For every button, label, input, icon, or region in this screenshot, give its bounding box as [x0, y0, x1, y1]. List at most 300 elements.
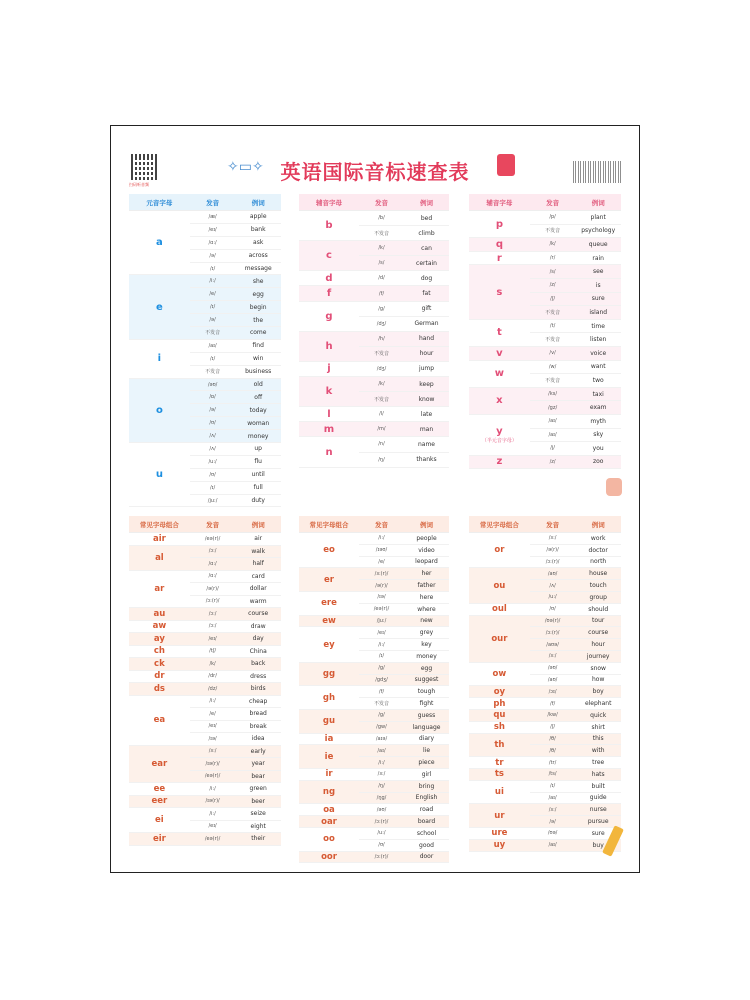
phonetic-cell: /m/: [359, 422, 404, 437]
letter-cell: ph: [469, 698, 530, 710]
letter-cell: ou: [469, 568, 530, 603]
example-word: business: [235, 365, 281, 378]
example-word: time: [575, 319, 621, 333]
letter-cell: m: [299, 422, 359, 437]
example-word: lie: [404, 745, 449, 757]
letter-cell: eo: [299, 533, 359, 568]
example-word: pursue: [575, 816, 621, 828]
letter-cell: p: [469, 211, 530, 238]
column-header-letter: 常见字母组合: [129, 516, 190, 533]
example-word: fat: [404, 286, 449, 301]
example-word: know: [404, 392, 449, 407]
phonetic-cell: /kw/: [530, 709, 576, 721]
phonetic-cell: /ɪ/: [190, 352, 236, 365]
letter-cell: ar: [129, 570, 190, 608]
phonetic-cell: /ə(r)/: [530, 544, 576, 556]
example-word: late: [404, 407, 449, 422]
table-row: [469, 721, 621, 733]
example-word: where: [404, 603, 449, 615]
example-word: listen: [575, 333, 621, 347]
example-word: warm: [235, 595, 281, 608]
example-word: video: [404, 544, 449, 556]
table-row: [129, 608, 281, 621]
table-row: [299, 816, 449, 828]
example-word: card: [235, 570, 281, 583]
letter-cell: eir: [129, 833, 190, 846]
letter-note: （半元音字母）: [481, 437, 517, 444]
table-row: [469, 733, 621, 745]
phonetic-cell: /ts/: [530, 768, 576, 780]
example-word: psychology: [575, 224, 621, 238]
example-word: early: [235, 745, 281, 758]
phonetic-cell: 不发音: [359, 226, 404, 241]
table-row: [299, 422, 449, 437]
letter-cell: l: [299, 407, 359, 422]
example-word: taxi: [575, 387, 621, 401]
letter-cell: dr: [129, 670, 190, 683]
example-word: day: [235, 633, 281, 646]
phonetic-cell: /ə/: [530, 816, 576, 828]
letter-cell: our: [469, 615, 530, 662]
table-row: [469, 251, 621, 265]
phonetic-cell: /e/: [190, 708, 236, 721]
table-row: [469, 346, 621, 360]
example-word: snow: [575, 662, 621, 674]
table-row: [299, 733, 449, 745]
example-word: birds: [235, 683, 281, 696]
example-word: jump: [404, 361, 449, 376]
letter-cell: ie: [299, 745, 359, 769]
phonetic-cell: /ɔɪ/: [530, 686, 576, 698]
example-word: bank: [235, 223, 281, 236]
phonetic-cell: /ɔ:/: [190, 620, 236, 633]
phonetic-cell: 不发音: [530, 224, 576, 238]
letter-cell: or: [469, 533, 530, 568]
phonetic-cell: /ɪ/: [359, 650, 404, 662]
example-word: can: [404, 241, 449, 256]
example-word: should: [575, 603, 621, 615]
letter-cell: gh: [299, 686, 359, 710]
example-word: back: [235, 658, 281, 671]
phonetic-cell: 不发音: [530, 333, 576, 347]
phonetic-cell: /k/: [530, 238, 576, 252]
phonetic-cell: /aɪ/: [190, 339, 236, 352]
letter-cell: h: [299, 331, 359, 361]
phonetic-cell: /i:/: [190, 275, 236, 288]
phonetic-cell: /aɪ/: [530, 428, 576, 442]
letter-cell: oor: [299, 851, 359, 863]
example-word: keep: [404, 377, 449, 392]
example-word: apple: [235, 211, 281, 224]
example-word: course: [235, 608, 281, 621]
phonetic-cell: /dr/: [190, 670, 236, 683]
mascot-icon: ✧▭✧: [227, 159, 264, 175]
phonetic-cell: /ɪəʊ/: [359, 544, 404, 556]
phonetic-cell: /əʊ/: [359, 804, 404, 816]
table-row: [299, 827, 449, 839]
letter-cell: ds: [129, 683, 190, 696]
table-row: [129, 378, 281, 391]
table-row: [299, 407, 449, 422]
letter-cell: c: [299, 241, 359, 271]
table-row: [469, 698, 621, 710]
example-word: journey: [575, 650, 621, 662]
example-word: thanks: [404, 452, 449, 467]
phonetic-cell: /ɪə/: [359, 591, 404, 603]
letter-cell: eer: [129, 795, 190, 808]
phonetic-cell: /dʒ/: [359, 361, 404, 376]
example-word: until: [235, 468, 281, 481]
letter-cell: q: [469, 238, 530, 252]
example-word: new: [404, 615, 449, 627]
table-row: [129, 275, 281, 288]
example-word: zoo: [575, 455, 621, 469]
example-word: climb: [404, 226, 449, 241]
example-word: boy: [575, 686, 621, 698]
phonetic-cell: /ə(r)/: [359, 580, 404, 592]
phonetic-cell: /ɔ:(r)/: [359, 851, 404, 863]
example-word: today: [235, 404, 281, 417]
table-row: [129, 808, 281, 821]
example-word: board: [404, 816, 449, 828]
letter-cell: ts: [469, 768, 530, 780]
phonetic-cell: 不发音: [530, 374, 576, 388]
example-word: bread: [235, 708, 281, 721]
table-row: [299, 627, 449, 639]
example-word: island: [575, 306, 621, 320]
example-word: suggest: [404, 674, 449, 686]
phonetic-cell: 不发音: [359, 698, 404, 710]
phonetic-cell: /ks/: [530, 387, 576, 401]
letter-cell: i: [129, 339, 190, 378]
phonetic-cell: /ɪ/: [190, 481, 236, 494]
phonetic-cell: /b/: [359, 211, 404, 226]
example-word: find: [235, 339, 281, 352]
table-row: [129, 339, 281, 352]
letter-cell: ea: [129, 695, 190, 745]
phonetic-cell: 不发音: [530, 306, 576, 320]
phonetic-cell: /ʊ/: [190, 417, 236, 430]
phonetic-cell: 不发音: [190, 327, 236, 340]
example-word: old: [235, 378, 281, 391]
example-word: nurse: [575, 804, 621, 816]
table-row: [129, 633, 281, 646]
letter-cell: uy: [469, 839, 530, 851]
phonetic-cell: /z/: [530, 278, 576, 292]
letter-cell: ck: [129, 658, 190, 671]
example-word: woman: [235, 417, 281, 430]
table-row: [129, 570, 281, 583]
phonetic-cell: /eə(r)/: [190, 770, 236, 783]
phonetic-cell: /i:/: [359, 533, 404, 545]
example-word: tour: [575, 615, 621, 627]
column-header-letter: 辅音字母: [299, 194, 359, 211]
letter-cell: y （半元音字母）: [469, 414, 530, 455]
example-word: buy: [575, 839, 621, 851]
letter-cell: ch: [129, 645, 190, 658]
phonetic-cell: /eə(r)/: [190, 833, 236, 846]
letter-cell: oar: [299, 816, 359, 828]
table-row: [299, 377, 449, 392]
table-row: [469, 455, 621, 469]
phonetic-cell: /aʊə/: [530, 639, 576, 651]
table-row: [469, 360, 621, 374]
example-word: sure: [575, 827, 621, 839]
consonant-table-1: [299, 194, 449, 468]
phonetic-cell: /aɪ/: [530, 839, 576, 851]
phonetic-cell: /t/: [530, 319, 576, 333]
letter-cell: ere: [299, 591, 359, 615]
example-word: come: [235, 327, 281, 340]
column-header-sound: 发音: [359, 194, 404, 211]
table-row: [469, 265, 621, 279]
phonetic-cell: /eɪ/: [359, 627, 404, 639]
example-word: house: [575, 568, 621, 580]
phonetic-cell: /g/: [359, 662, 404, 674]
example-word: people: [404, 533, 449, 545]
table-row: [299, 361, 449, 376]
table-row: [469, 686, 621, 698]
table-row: [469, 757, 621, 769]
example-word: hour: [404, 346, 449, 361]
column-header-sound: 发音: [190, 194, 236, 211]
example-word: bed: [404, 211, 449, 226]
example-word: dress: [235, 670, 281, 683]
example-word: gift: [404, 301, 449, 316]
letter-cell: w: [469, 360, 530, 387]
phonetic-cell: /aɪ/: [530, 792, 576, 804]
phonetic-cell: /gdʒ/: [359, 674, 404, 686]
phonetic-cell: /ə(r)/: [190, 583, 236, 596]
table-row: [129, 833, 281, 846]
table-row: [129, 645, 281, 658]
table-row: [469, 211, 621, 225]
example-word: quick: [575, 709, 621, 721]
table-row: [129, 620, 281, 633]
table-row: [299, 437, 449, 452]
phonetic-cell: /j/: [530, 442, 576, 456]
letter-cell: air: [129, 533, 190, 546]
example-word: message: [235, 262, 281, 275]
letter-cell: ui: [469, 780, 530, 804]
example-word: with: [575, 745, 621, 757]
mascot-icon: [606, 478, 622, 496]
table-row: [469, 568, 621, 580]
example-word: sure: [575, 292, 621, 306]
phonetic-cell: /h/: [359, 331, 404, 346]
qr-caption: 扫码听音频: [129, 182, 149, 187]
phonetic-cell: /f/: [359, 686, 404, 698]
table-row: [469, 615, 621, 627]
table-row: [469, 709, 621, 721]
letter-cell: g: [299, 301, 359, 331]
example-word: hand: [404, 331, 449, 346]
example-word: here: [404, 591, 449, 603]
phonetic-cell: /z/: [530, 455, 576, 469]
example-word: guess: [404, 709, 449, 721]
letter-cell: ur: [469, 804, 530, 828]
table-row: [129, 795, 281, 808]
phonetic-cell: /ʊə(r)/: [530, 615, 576, 627]
phonetic-cell: /ɪ/: [530, 780, 576, 792]
example-word: seize: [235, 808, 281, 821]
example-word: eight: [235, 820, 281, 833]
example-word: girl: [404, 768, 449, 780]
table-row: [299, 568, 449, 580]
column-header-example: 例词: [575, 516, 621, 533]
example-word: father: [404, 580, 449, 592]
table-row: [129, 533, 281, 546]
example-word: good: [404, 839, 449, 851]
example-word: myth: [575, 414, 621, 428]
example-word: beer: [235, 795, 281, 808]
table-row: [469, 387, 621, 401]
phonetic-cell: /ʊ/: [530, 603, 576, 615]
phonetic-cell: /ɪ/: [190, 262, 236, 275]
consonant-table-2: [469, 194, 621, 469]
example-word: her: [404, 568, 449, 580]
example-word: guide: [575, 792, 621, 804]
example-word: name: [404, 437, 449, 452]
phonetic-cell: /ɔ:/: [190, 545, 236, 558]
example-word: across: [235, 249, 281, 262]
page-title: 英语国际音标速查表: [280, 160, 470, 184]
phonetic-cell: /ɜ:/: [530, 804, 576, 816]
column-header-example: 例词: [235, 194, 281, 211]
example-word: German: [404, 316, 449, 331]
table-row: [469, 827, 621, 839]
phonetic-cell: /eɪ/: [190, 633, 236, 646]
example-word: you: [575, 442, 621, 456]
letter-cell: o: [129, 378, 190, 442]
column-header-letter: 常见字母组合: [469, 516, 530, 533]
letter-cell: gu: [299, 709, 359, 733]
table-row: [129, 670, 281, 683]
phonetic-cell: /tr/: [530, 757, 576, 769]
example-word: door: [404, 851, 449, 863]
phonetic-cell: /ɪ/: [190, 301, 236, 314]
phonetic-cell: /gz/: [530, 401, 576, 415]
column-header-letter: 常见字母组合: [299, 516, 359, 533]
phonetic-cell: /ə/: [190, 314, 236, 327]
column-header-example: 例词: [404, 516, 449, 533]
example-word: see: [575, 265, 621, 279]
phonetic-cell: /dz/: [190, 683, 236, 696]
example-word: language: [404, 721, 449, 733]
column-header-example: 例词: [575, 194, 621, 211]
table-row: [299, 804, 449, 816]
phonetic-cell: /ju:/: [190, 494, 236, 507]
phonetic-cell: /i:/: [359, 757, 404, 769]
phonetic-cell: /l/: [359, 407, 404, 422]
phonetic-cell: /k/: [359, 377, 404, 392]
phonetic-cell: /ju:/: [359, 615, 404, 627]
phonetic-cell: 不发音: [359, 392, 404, 407]
table-row: [129, 683, 281, 696]
letter-cell: v: [469, 346, 530, 360]
phonetic-cell: /ə/: [190, 404, 236, 417]
example-word: grey: [404, 627, 449, 639]
table-row: [469, 804, 621, 816]
phonetic-cell: 不发音: [359, 346, 404, 361]
column-header-example: 例词: [404, 194, 449, 211]
phonetic-cell: /ʌ/: [190, 430, 236, 443]
table-row: [299, 709, 449, 721]
phonetic-cell: /ɜ:(r)/: [359, 568, 404, 580]
table-row: [129, 745, 281, 758]
example-word: man: [404, 422, 449, 437]
letter-cell: tr: [469, 757, 530, 769]
phonetic-cell: /ʊ/: [359, 839, 404, 851]
example-word: egg: [235, 288, 281, 301]
phonetic-cell: /ɪə(r)/: [190, 795, 236, 808]
table-row: [299, 745, 449, 757]
table-row: [299, 591, 449, 603]
letter-cell: x: [469, 387, 530, 414]
phonetic-cell: /i:/: [190, 808, 236, 821]
table-row: [129, 545, 281, 558]
example-word: fight: [404, 698, 449, 710]
example-word: air: [235, 533, 281, 546]
letter-cell: au: [129, 608, 190, 621]
example-word: this: [575, 733, 621, 745]
letter-cell: aw: [129, 620, 190, 633]
table-row: [469, 319, 621, 333]
phonetic-cell: /r/: [530, 251, 576, 265]
letter-cell: j: [299, 361, 359, 376]
phonetic-cell: /d/: [359, 271, 404, 286]
phonetic-cell: /i:/: [190, 695, 236, 708]
table-row: [299, 780, 449, 792]
phonetic-cell: /ʌ/: [190, 443, 236, 456]
phonetic-cell: /g/: [359, 301, 404, 316]
example-word: break: [235, 720, 281, 733]
phonetic-cell: /e/: [190, 288, 236, 301]
letter-cell: ure: [469, 827, 530, 839]
example-word: egg: [404, 662, 449, 674]
column-header-sound: 发音: [530, 516, 576, 533]
table-row: [299, 286, 449, 301]
phonetic-cell: /ʃ/: [530, 721, 576, 733]
phonetic-cell: /æ/: [190, 211, 236, 224]
example-word: draw: [235, 620, 281, 633]
table-row: [129, 695, 281, 708]
letter-cell: ir: [299, 768, 359, 780]
phonetic-cell: /aʊ/: [530, 568, 576, 580]
phonetic-cell: /n/: [359, 437, 404, 452]
phonetic-cell: /ɔ:(r)/: [530, 627, 576, 639]
example-word: dollar: [235, 583, 281, 596]
column-header-example: 例词: [235, 516, 281, 533]
phonetic-cell: /dʒ/: [359, 316, 404, 331]
phonetic-cell: /eə(r)/: [190, 533, 236, 546]
letter-cell: ear: [129, 745, 190, 783]
phonetic-cell: /ŋ/: [359, 780, 404, 792]
table-row: [469, 533, 621, 545]
table-row: [299, 211, 449, 226]
table-row: [469, 839, 621, 851]
example-word: rain: [575, 251, 621, 265]
letter-cell: z: [469, 455, 530, 469]
phonetic-cell: /k/: [190, 658, 236, 671]
column-header-sound: 发音: [359, 516, 404, 533]
example-word: their: [235, 833, 281, 846]
example-word: English: [404, 792, 449, 804]
table-row: [299, 271, 449, 286]
example-word: idea: [235, 733, 281, 746]
phonetic-cell: /ɜ:/: [530, 533, 576, 545]
table-row: [299, 662, 449, 674]
